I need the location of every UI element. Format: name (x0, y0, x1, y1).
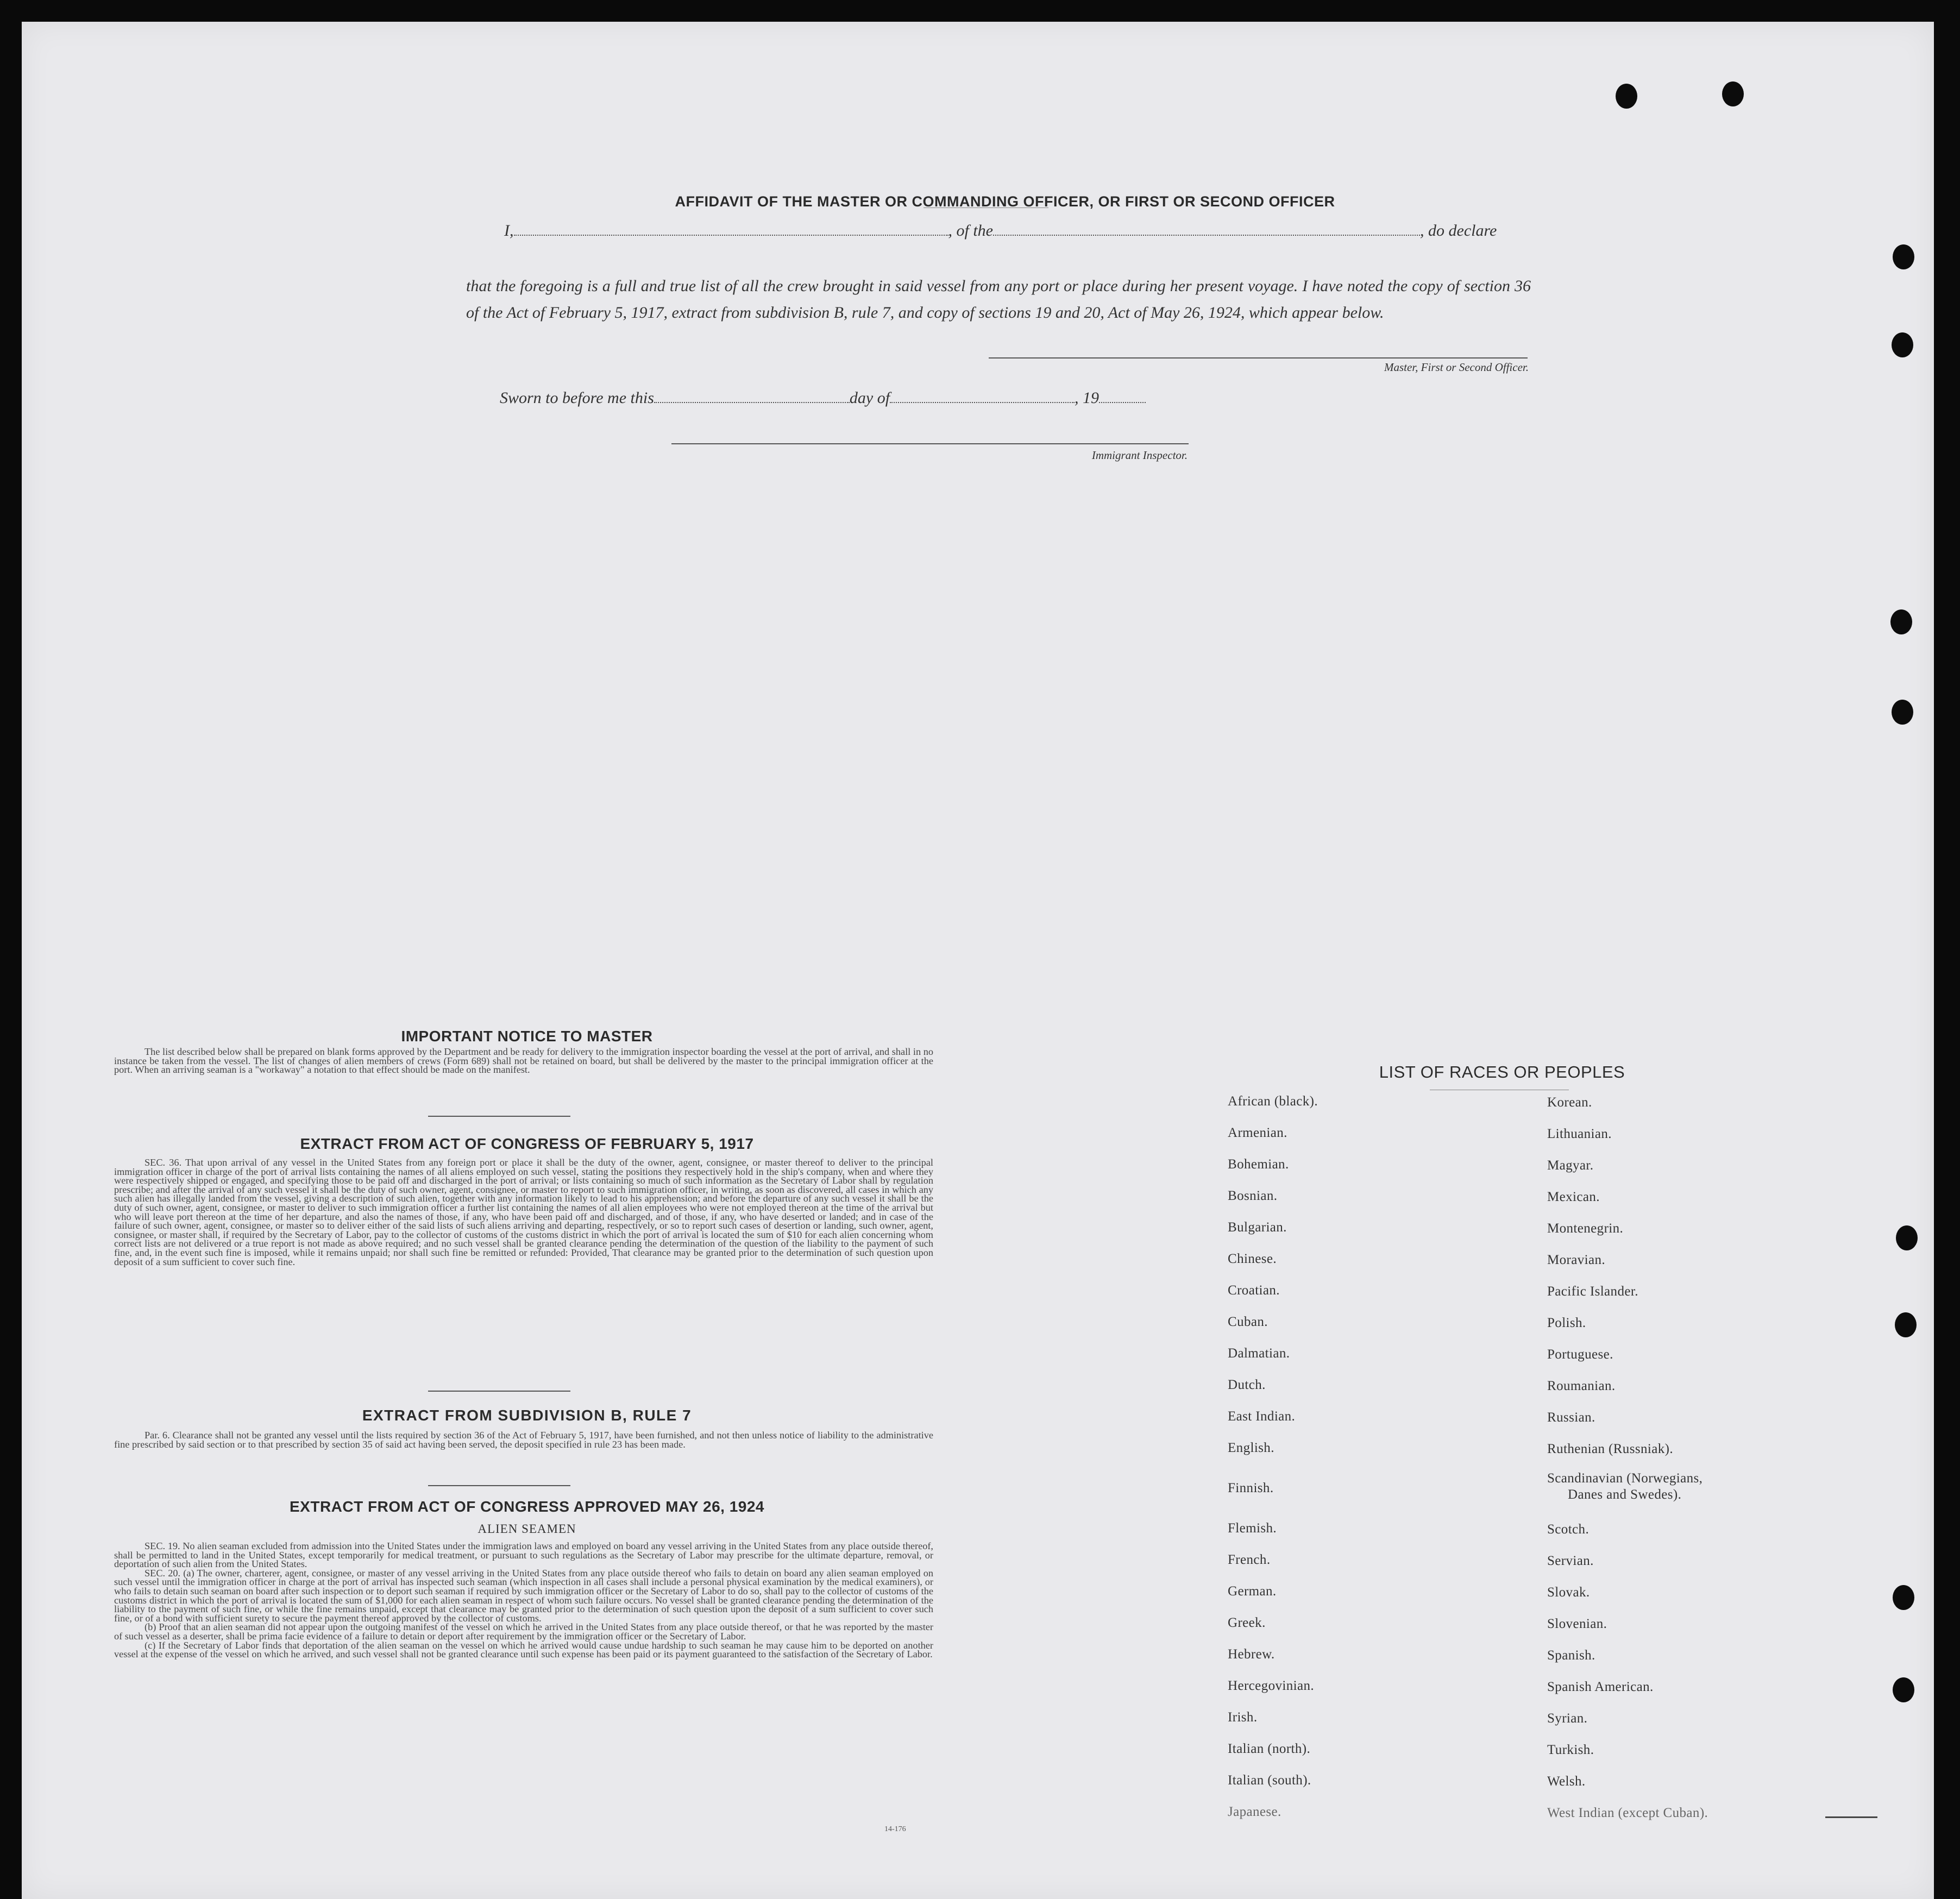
race-right-item: West Indian (except Cuban). (1547, 1806, 1708, 1820)
race-left-item: East Indian. (1228, 1409, 1296, 1424)
race-left-item: Dalmatian. (1228, 1346, 1290, 1361)
race-left-item: Finnish. (1228, 1481, 1274, 1495)
extract-rule7-title: EXTRACT FROM SUBDIVISION B, RULE 7 (362, 1407, 692, 1424)
race-left-item: Croatian. (1228, 1283, 1280, 1298)
section-20c-paragraph: (c) If the Secretary of Labor finds that deportation of the alien seaman on the vessel on which he arrived would cause undue hardship to such seaman he may cause him to be deported on another vessel at the expense of the vessel on which he arrived, and such vessel shall not be granted clearance until such expense has been paid or its payment guaranteed to the satisfaction of the Secretary of Labor. (114, 1639, 933, 1660)
edge-mark (1825, 1816, 1877, 1818)
extract-1924-text (114, 1542, 933, 1659)
binder-hole-mark (1892, 332, 1913, 357)
race-left-item: Bulgarian. (1228, 1220, 1287, 1235)
race-left-item: Italian (north). (1228, 1741, 1311, 1756)
sworn-line (500, 389, 1146, 407)
notice-text (114, 1047, 933, 1074)
binder-hole-mark (1890, 609, 1912, 634)
sworn-day-field[interactable] (654, 389, 850, 403)
race-left-item: Cuban. (1228, 1315, 1268, 1329)
alien-seamen-subtitle: ALIEN SEAMEN (478, 1522, 576, 1536)
race-right-item: Scandinavian (Norwegians, (1547, 1471, 1703, 1486)
race-right-item: Montenegrin. (1547, 1221, 1624, 1236)
par-6-paragraph: Par. 6. Clearance shall not be granted any vessel until the lists required by section 36 of the Act of February 5, 1917, have been furnished, and not then unless notice of liability to the administrative fine prescribed by said section or to that prescribed by section 35 of said act having been served, the deposit specified in rule 23 has been made. (114, 1430, 933, 1450)
of-the-label: , of the (948, 222, 993, 240)
binder-hole-mark (1895, 1312, 1917, 1337)
race-right-item: Welsh. (1547, 1774, 1586, 1789)
race-left-item: German. (1228, 1584, 1277, 1599)
races-title: LIST OF RACES OR PEOPLES (1379, 1062, 1625, 1081)
sworn-year-field[interactable] (1099, 389, 1146, 403)
race-left-item: Bosnian. (1228, 1189, 1278, 1203)
race-right-item: Russian. (1547, 1410, 1595, 1425)
binder-hole-mark (1893, 1677, 1914, 1702)
section-19-paragraph: SEC. 19. No alien seaman excluded from admission into the United States under the immigration laws and employed on board any vessel arriving in the United States from any place outside thereof, shall be permitted to land in the United States, except temporarily for medical treatment, or pursuant to such regulations as the Secretary of Labor may prescribe for the ultimate departure, removal, or deportation of such alien from the United States. (114, 1540, 933, 1570)
race-left-item: Dutch. (1228, 1378, 1266, 1392)
separator (428, 1116, 570, 1117)
notice-paragraph: The list described below shall be prepared on blank forms approved by the Department and be ready for delivery to the immigration inspector boarding the vessel at the port of arrival, and shall in no instance be taken from the vessel. The list of changes of alien members of crews (Form 689) shall not be retained on board, but shall be delivered by the master to the principal immigration officer at the port. When an arriving seaman is a "workaway" a notation to that effect should be made on the manifest. (114, 1046, 933, 1076)
sworn-label: Sworn to before me this (500, 389, 654, 407)
year-label: , 19 (1075, 389, 1100, 407)
inspector-caption: Immigrant Inspector. (1091, 449, 1188, 462)
race-right-item: Mexican. (1547, 1190, 1600, 1204)
race-left-item: Greek. (1228, 1615, 1266, 1630)
race-right-item: Polish. (1547, 1316, 1586, 1330)
race-left-item: English. (1228, 1441, 1274, 1455)
section-20b-paragraph: (b) Proof that an alien seaman did not appear upon the outgoing manifest of the vessel on which he arrived in the United States from any place outside thereof, or that he was reported by the master of such vessel as a deserter, shall be prima facie evidence of a failure to detain or deport after requirement by the immigration officer or the Secretary of Labor. (114, 1621, 933, 1642)
race-left-item: Bohemian. (1228, 1157, 1289, 1172)
race-right-item: Lithuanian. (1547, 1127, 1612, 1141)
vessel-name-field[interactable] (993, 222, 1420, 236)
race-left-item: Italian (south). (1228, 1773, 1311, 1788)
binder-hole-mark (1893, 244, 1914, 269)
separator (428, 1391, 570, 1392)
declarant-name-field[interactable] (514, 222, 948, 236)
section-36-paragraph: SEC. 36. That upon arrival of any vessel in the United States from any foreign port or place it shall be the duty of the owner, agent, consignee, or master thereof to deliver to the principal immigration officer in charge of the port of arrival lists containing the names of all aliens employed on such vessel, stating the positions they respectively hold in the ship's company, when and where they were respectively shipped or engaged, and specifying those to be paid off and discharged in the port of arrival; or lists containing so much of such information as the Secretary of Labor shall by regulation prescribe; and after the arrival of any such vessel it shall be the duty of such owner, agent, consignee, or master to report to such immigration officer, in writing, as soon as discovered, all cases in which any such alien has illegally landed from the vessel, giving a description of such alien, together with any information likely to lead to his apprehension; and before the departure of any such vessel it shall be the duty of such owner, agent, consignee, or master to deliver to such immigration officer a further list containing the names of all alien employees who were not employed thereon at the time of the arrival but who will leave port thereon at the time of her departure, and also the names of those, if any, who have been paid off and discharged, and of those, if any, who have deserted or landed; and in case of the failure of such owner, agent, consignee, or master so to deliver either of the said lists of such aliens arriving and departing, respectively, or so to report such cases of desertion or landing, such owner, agent, consignee, or master shall, if required by the Secretary of Labor, pay to the collector of customs of the customs district in which the port of arrival is located the sum of $10 for each alien concerning whom correct lists are not delivered or a true report is not made as above required; and no such vessel shall be granted clearance pending the determination of the question of the liability to the payment of such fine, and, in the event such fine is imposed, while it remains unpaid; nor shall such fine be remitted or refunded: Provided, That clearance may be granted prior to the determination of such question upon deposit of a sum sufficient to cover such fine. (114, 1157, 933, 1267)
race-left-item: Hercegovinian. (1228, 1678, 1315, 1693)
i-label: I, (504, 222, 514, 240)
binder-hole-mark (1892, 700, 1913, 725)
race-right-item: Magyar. (1547, 1158, 1594, 1173)
binder-hole-mark (1616, 84, 1637, 109)
race-right-item: Danes and Swedes). (1568, 1487, 1682, 1502)
extract-1917-title: EXTRACT FROM ACT OF CONGRESS OF FEBRUARY 5, 1917 (300, 1135, 754, 1152)
race-right-item: Syrian. (1547, 1711, 1588, 1726)
race-right-item: Pacific Islander. (1547, 1284, 1638, 1299)
race-right-item: Servian. (1547, 1554, 1594, 1568)
race-left-item: Japanese. (1228, 1804, 1281, 1819)
race-left-item: Flemish. (1228, 1521, 1277, 1536)
form-page (22, 22, 1934, 1899)
notice-title: IMPORTANT NOTICE TO MASTER (401, 1028, 653, 1045)
binder-hole-mark (1722, 81, 1744, 106)
declarant-line (504, 222, 1497, 240)
extract-rule7-text (114, 1431, 933, 1449)
inspector-signature-line[interactable] (671, 443, 1189, 444)
form-number: 14-176 (884, 1825, 906, 1833)
race-right-item: Slovak. (1547, 1585, 1590, 1600)
race-left-item: Irish. (1228, 1710, 1258, 1725)
section-20a-paragraph: SEC. 20. (a) The owner, charterer, agent, consignee, or master of any vessel arriving in the United States from any place outside thereof who fails to detain on board any alien seaman employed on such vessel until the immigration officer in charge at the port of arrival has inspected such seaman (which inspection in all cases shall include a personal physical examination by the medical examiners), or who fails to detain such seaman on board after such inspection or to deport such seaman if required by such immigration officer or the Secretary of Labor to do so, shall pay to the collector of customs of the customs district in which the port of arrival is located the sum of $1,000 for each alien seaman in respect of whom such failure occurs. No vessel shall be granted clearance pending the determination of the liability to the payment of such fine, or while the fine remains unpaid, except that clearance may be granted prior to the determination of such question upon the deposit of a sum sufficient to cover such fine, or of a bond with sufficient surety to secure the payment thereof approved by the collector of customs. (114, 1567, 933, 1624)
race-left-item: Hebrew. (1228, 1647, 1275, 1662)
extract-1917-text (114, 1158, 933, 1266)
binder-hole-mark (1893, 1585, 1914, 1610)
affidavit-title: AFFIDAVIT OF THE MASTER OR COMMANDING OFFICER, OR FIRST OR SECOND OFFICER (675, 193, 1335, 210)
extract-1924-title: EXTRACT FROM ACT OF CONGRESS APPROVED MAY 26, 1924 (290, 1498, 764, 1515)
race-right-item: Portuguese. (1547, 1347, 1613, 1362)
race-left-item: African (black). (1228, 1094, 1318, 1109)
race-right-item: Spanish. (1547, 1648, 1595, 1663)
do-declare-label: , do declare (1420, 222, 1497, 240)
race-right-item: Spanish American. (1547, 1680, 1654, 1694)
title-underline (924, 207, 1048, 208)
race-right-item: Scotch. (1547, 1522, 1590, 1537)
separator (428, 1485, 570, 1486)
binder-hole-mark (1896, 1225, 1918, 1250)
master-signature-caption: Master, First or Second Officer. (1384, 361, 1529, 374)
race-right-item: Ruthenian (Russniak). (1547, 1442, 1673, 1456)
day-of-label: day of (849, 389, 890, 407)
master-signature-line[interactable] (989, 357, 1528, 359)
race-right-item: Roumanian. (1547, 1379, 1616, 1393)
race-left-item: Armenian. (1228, 1125, 1287, 1140)
race-right-item: Moravian. (1547, 1253, 1606, 1267)
race-right-item: Turkish. (1547, 1743, 1594, 1757)
affidavit-statement: that the foregoing is a full and true list of all the crew brought in said vessel from any port or place during her present voyage. I have noted the copy of section 36 of the Act of February 5, 1917, extract from subdivision B, rule 7, and copy of sections 19 and 20, Act of May 26, 1924, which appear below. (466, 277, 1531, 322)
race-left-item: French. (1228, 1552, 1271, 1567)
race-right-item: Slovenian. (1547, 1617, 1607, 1631)
sworn-month-field[interactable] (890, 389, 1075, 403)
race-left-item: Chinese. (1228, 1252, 1277, 1266)
race-right-item: Korean. (1547, 1095, 1592, 1110)
